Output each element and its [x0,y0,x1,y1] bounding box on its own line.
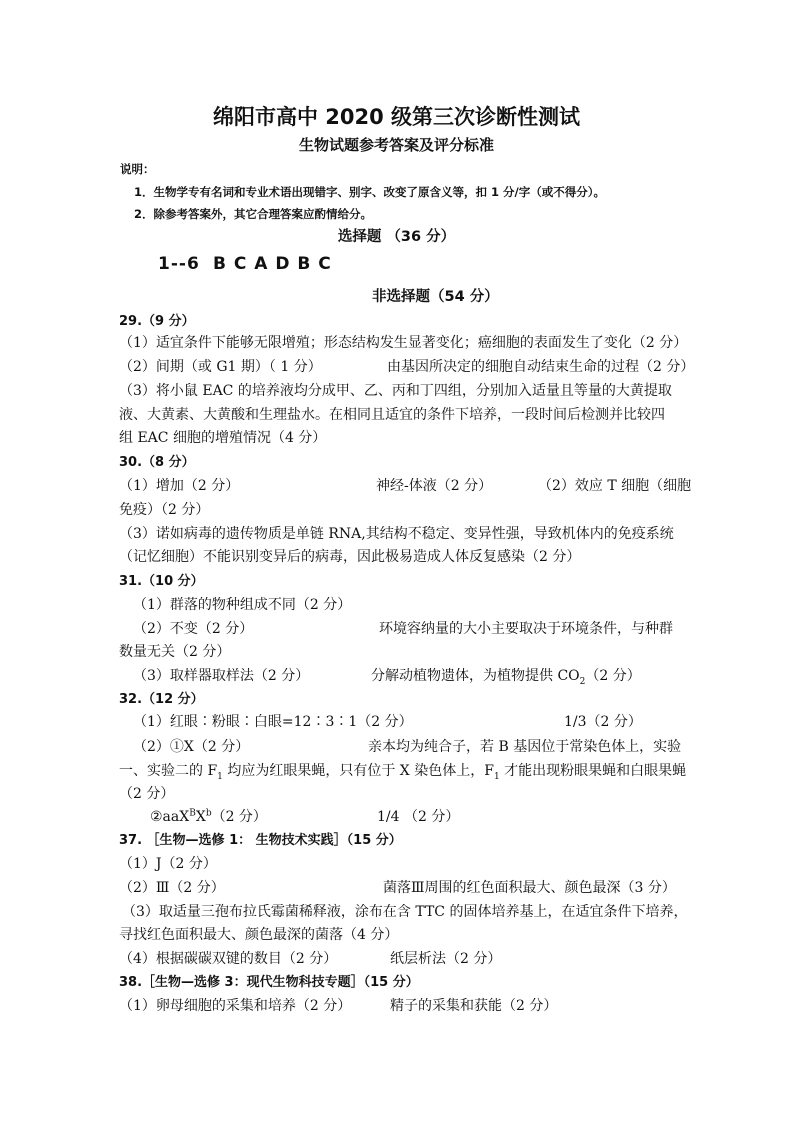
note-item-2: 2．除参考答案外，其它合理答案应酌情给分。 [134,207,372,221]
choice-range: 1--6 [158,254,200,274]
q38-line-1a: （1）卵母细胞的采集和培养（2 分） [119,998,352,1014]
q38-line-1b: 精子的采集和获能（2 分） [390,998,558,1014]
note-item-1: 1．生物学专有名词和专业术语出现错字、别字、改变了原含义等，扣 1 分/字（或不得分）。 [134,185,605,199]
q37-line-1: （1）J（2 分） [119,856,217,872]
q29-line-3: （3）将小鼠 EAC 的培养液均分成甲、乙、丙和丁四组，分别加入适量且等量的大黄提取 [119,383,672,399]
q31-line-4b: 分解动植物遗体，为植物提供 $CO_2(2$ 分） [371,668,641,687]
q30-line-1b: 神经-体液（2 分） [376,478,493,494]
notes-label: 说明： [120,162,155,176]
q32-heading: 32.（12 分） [119,692,204,707]
q29-line-4: 液、大黄素、大黄酸和生理盐水。在相同且适宜的条件下培养，一段时间后检测并比较四 [119,407,665,423]
q31-line-2b: 环境容纳量的大小主要取决于环境条件，与种群 [379,621,673,637]
q32-line-1b: 1/3（2 分） [564,714,642,730]
q30-line-3: （3）诺如病毒的遗传物质是单链 RNA,其结构不稳定、变异性强，导致机体内的免疫系统 [119,526,674,542]
nonchoice-heading: 非选择题（54 分） [372,289,499,305]
q30-heading: 30.（8 分） [119,455,195,470]
q30-line-1a: （1）增加（2 分） [119,478,240,494]
q32-line-1a: （1）红眼∶粉眼∶白眼=12∶3∶1（2 分） [133,714,413,730]
q37-heading: 37. ［生物—选修 1： 生物技术实践］（15 分） [119,833,402,848]
q29-line-2a: （2）间期（或 G1 期）（ 1 分） [119,359,322,375]
q31-heading: 31.（10 分） [119,574,204,589]
q31-line-3: 数量无关（2 分） [119,644,231,660]
q37-line-2b: 菌落Ⅲ周围的红色面积最大、颜色最深（3 分） [383,880,676,896]
q38-heading: 38.［生物—选修 3：现代生物科技专题］（15 分） [119,975,419,990]
q37-line-5a: （4）根据碳碳双键的数目（2 分） [119,951,338,967]
q29-line-1: （1）适宜条件下能够无限增殖；形态结构发生显著变化；癌细胞的表面发生了变化（2 分） [119,335,688,351]
choice-heading: 选择题 （36 分） [337,229,456,245]
q37-line-5b: 纸层析法（2 分） [390,951,502,967]
q37-line-3: （3）取适量三孢布拉氏霉菌稀释液，涂布在含 TTC 的固体培养基上，在适宜条件下培养， [122,904,688,920]
q29-line-2b: 由基因所决定的细胞自动结束生命的过程（2 分） [387,359,695,375]
q29-line-5: 组 EAC 细胞的增殖情况（4 分） [119,430,327,446]
q32-line-3: 一、实验二的 $F_1$ 均应为红眼果蝇，只有位于 X 染色体上，$F_1$ 才能出现粉眼果蝇和白眼果蝇 [119,763,687,782]
q29-heading: 29.（9 分） [119,314,195,329]
q32-line-2a: （2）①X（2 分） [133,739,250,755]
q31-line-2a: （2）不变（2 分） [133,621,254,637]
q31-line-4a: （3）取样器取样法（2 分） [133,668,310,684]
q30-line-2: 免疫）（2 分） [119,502,210,518]
q37-line-2a: （2）Ⅲ（2 分） [119,880,225,896]
q32-line-2b: 亲本均为纯合子，若 B 基因位于常染色体上，实验 [368,739,682,755]
q31-line-1: （1）群落的物种组成不同（2 分） [133,597,352,613]
q32-line-5b: 1/4 （2 分） [377,809,460,825]
page-title: 绵阳市高中 2020 级第三次诊断性测试 [212,105,581,129]
q37-line-4: 寻找红色面积最大、颜色最深的菌落（4 分） [119,927,399,943]
choice-answers: B C A D B C [213,254,332,274]
q30-line-1c: （2）效应 T 细胞（细胞 [538,478,692,494]
page-subtitle: 生物试题参考答案及评分标准 [298,136,494,154]
q32-line-5a: $②aaX^BX^b(2$ 分） [150,808,267,825]
q32-line-4: （2 分） [119,786,175,802]
q30-line-4: （记忆细胞）不能识别变异后的病毒，因此极易造成人体反复感染（2 分） [119,549,581,565]
